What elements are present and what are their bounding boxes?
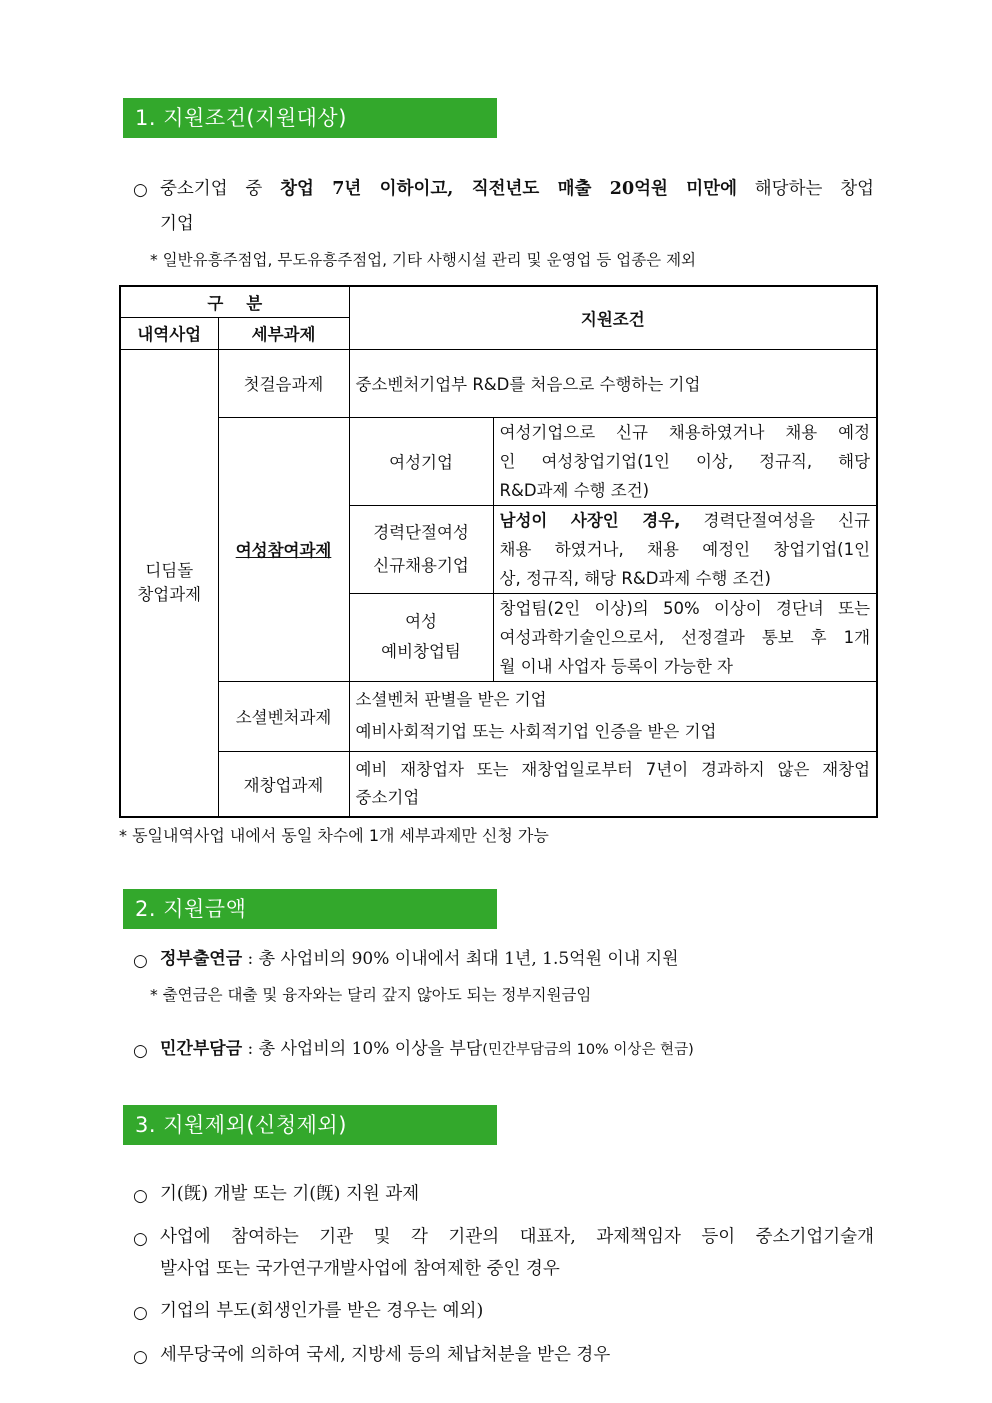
cond-restart [349, 751, 877, 817]
cond-line: 월 이내 사업자 등록이 가능한 자 [499, 656, 733, 676]
cond-career-break [493, 505, 877, 593]
cond-first-step: 중소벤처기업부 R&D를 처음으로 수행하는 기업 [349, 349, 877, 417]
cond-line: 창업팀(2인 이상)의 50% 이상이 경단녀 또는 [499, 598, 871, 618]
header-category: 구 분 [120, 286, 349, 317]
p1-text-a: 중소기업 중 [160, 179, 281, 199]
p1-text-c: 해당하는 창업 [736, 179, 875, 199]
bullet-icon: ○ [133, 1303, 148, 1323]
sub-line: 여성 [405, 612, 437, 631]
section-1-paragraph [160, 176, 874, 202]
sub-career-break [349, 505, 493, 593]
gov-grant-text: : 총 사업비의 90% 이내에서 최대 1년, 1.5억원 이내 지원 [242, 949, 679, 969]
private-share-line [160, 1036, 694, 1063]
task-social-venture: 소셜벤처과제 [218, 681, 349, 751]
cond-line: 중소기업 [355, 787, 420, 807]
program-line-1: 디딤돌 [145, 560, 194, 580]
exclusion-item-cont: 발사업 또는 국가연구개발사업에 참여제한 중인 경우 [160, 1259, 560, 1279]
cond-line [500, 506, 871, 535]
private-share-text: : 총 사업비의 10% 이상을 부담 [242, 1039, 483, 1059]
cond-women-company [493, 417, 877, 505]
table-note: * 동일내역사업 내에서 동일 차수에 1개 세부과제만 신청 가능 [119, 826, 549, 845]
cond-line: 채용 하였거나, 채용 예정인 창업기업(1인 [499, 539, 871, 559]
header-conditions: 지원조건 [349, 286, 877, 349]
exclusion-item: 기(旣) 개발 또는 기(旣) 지원 과제 [160, 1184, 420, 1204]
task-first-step: 첫걸음과제 [218, 349, 349, 417]
exclusion-item: 세무당국에 의하여 국세, 지방세 등의 체납처분을 받은 경우 [160, 1345, 611, 1365]
cond-line: 인 여성창업기업(1인 이상, 정규직, 해당 [499, 451, 871, 471]
p1-text-bold: 창업 7년 이하이고, 직전년도 매출 20억원 미만에 [280, 179, 737, 199]
cond-rest: 경력단절여성을 신규 [680, 510, 871, 530]
bullet-icon: ○ [133, 1229, 148, 1249]
sub-pre-startup-team [349, 593, 493, 681]
section-3-heading: 3. 지원제외(신청제외) [123, 1105, 497, 1145]
cond-line: 예비사회적기업 또는 사회적기업 인증을 받은 기업 [355, 722, 717, 741]
header-program: 내역사업 [120, 317, 218, 349]
program-cell [120, 349, 218, 817]
cond-social-venture [349, 681, 877, 751]
cond-line: 상, 정규직, 해당 R&D과제 수행 조건) [499, 568, 771, 588]
exclusion-item: 기업의 부도(회생인가를 받은 경우는 예외) [160, 1301, 484, 1321]
header-task: 세부과제 [218, 317, 349, 349]
cond-pre-startup-team [493, 593, 877, 681]
support-conditions-table [119, 285, 878, 818]
exclusion-item: 사업에 참여하는 기관 및 각 기관의 대표자, 과제책임자 등이 중소기업기술개 [160, 1227, 874, 1247]
gov-grant-label: 정부출연금 [160, 949, 243, 969]
cond-line: 여성기업으로 신규 채용하였거나 채용 예정 [499, 422, 871, 442]
task-women [218, 417, 349, 681]
gov-grant-note: * 출연금은 대출 및 융자와는 달리 갚지 않아도 되는 정부지원금임 [150, 986, 592, 1004]
section-1-note: * 일반유흥주점업, 무도유흥주점업, 기타 사행시설 관리 및 운영업 등 업종은 제외 [150, 251, 697, 269]
sub-line: 신규채용기업 [373, 556, 469, 575]
private-share-label: 민간부담금 [160, 1039, 243, 1059]
section-1-heading: 1. 지원조건(지원대상) [123, 98, 497, 138]
sub-line: 경력단절여성 [373, 523, 469, 542]
task-restart: 재창업과제 [218, 751, 349, 817]
bullet-icon: ○ [133, 1186, 148, 1206]
program-line-2: 창업과제 [137, 584, 202, 604]
bullet-icon: ○ [133, 1347, 148, 1367]
bullet-icon: ○ [133, 180, 148, 200]
bullet-icon: ○ [133, 951, 148, 971]
section-2-heading: 2. 지원금액 [123, 889, 497, 929]
bullet-icon: ○ [133, 1041, 148, 1061]
gov-grant-line [160, 946, 679, 972]
task-women-label: 여성참여과제 [235, 541, 332, 560]
sub-women-company: 여성기업 [349, 417, 493, 505]
section-1-paragraph-cont: 기업 [160, 214, 194, 234]
private-share-small: (민간부담금의 10% 이상은 현금) [482, 1042, 694, 1058]
cond-line: 여성과학기술인으로서, 선정결과 통보 후 1개 [499, 627, 871, 647]
cond-line: R&D과제 수행 조건) [499, 480, 650, 500]
cond-line: 소셜벤처 판별을 받은 기업 [355, 690, 547, 709]
cond-line: 예비 재창업자 또는 재창업일로부터 7년이 경과하지 않은 재창업 [355, 759, 871, 779]
sub-line: 예비창업팀 [381, 642, 461, 661]
cond-bold: 남성이 사장인 경우, [499, 510, 681, 530]
